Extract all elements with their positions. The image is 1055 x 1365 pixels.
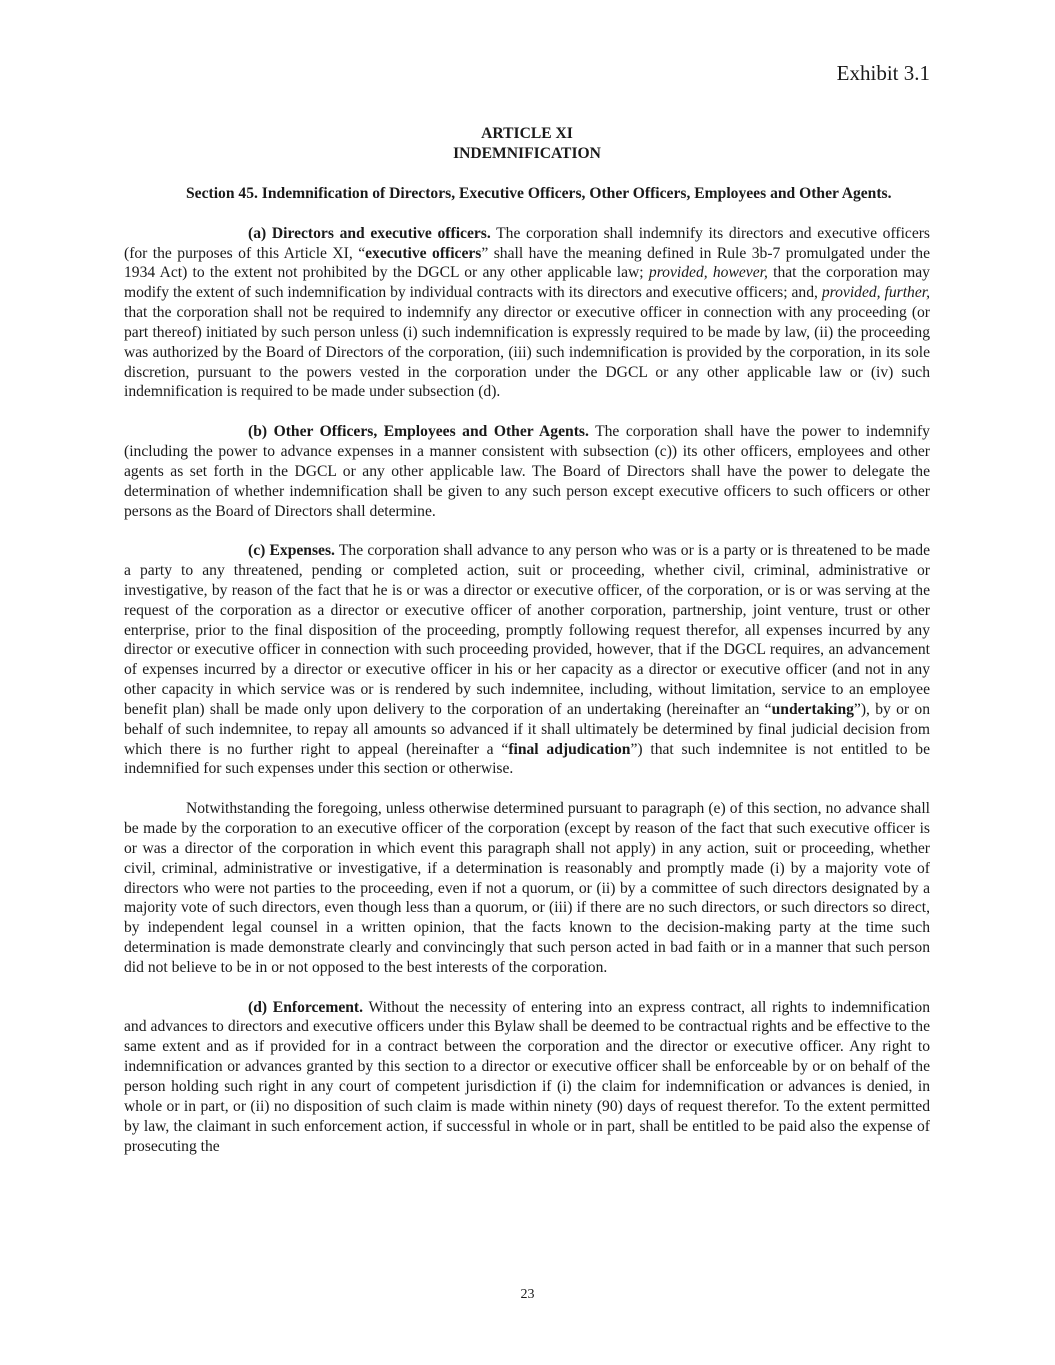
- proviso-however: provided, however,: [648, 264, 768, 282]
- article-number: ARTICLE XI: [481, 125, 573, 142]
- subsection-b-heading: (b) Other Officers, Employees and Other Agents.: [248, 423, 589, 441]
- subsection-b-text: The corporation shall have the power to indemnify (including the power to advance expenses in a manner consistent with subsection (c)) its other officers, employees and other agents as set forth in the DGCL or any other applicable law. The Board of Directors shall have the power to delegate the determination of whether indemnification shall be given to any such person except executive officers to such officers or other persons as the Board of Directors shall determine.: [124, 423, 930, 520]
- article-heading: [124, 124, 930, 164]
- section-title: Section 45. Indemnification of Directors, Executive Officers, Other Officers, Employees and Other Agents.: [186, 185, 892, 202]
- proviso-further: provided, further,: [821, 284, 930, 302]
- page-number: 23: [520, 1287, 535, 1302]
- exhibit-label: Exhibit 3.1: [836, 61, 930, 85]
- document-body: [124, 184, 930, 1176]
- subsection-c-text-2: ”), by or on behalf of such indemnitee, to repay all amounts so advanced if it shall ultimately be determined by final judicial decision from which there is no further right to appeal (hereinafter a “: [124, 700, 930, 758]
- subsection-a-text-1: The corporation shall indemnify its directors and executive officers (for the purposes of this Article XI, “: [124, 224, 930, 262]
- subsection-a-text-3: that the corporation may modify the extent of such indemnification by individual contracts with its directors and executive officers; and,: [124, 264, 930, 302]
- subsection-c-heading: (c) Expenses.: [248, 542, 335, 560]
- notwithstanding-paragraph: Notwithstanding the foregoing, unless otherwise determined pursuant to paragraph (e) of this section, no advance shall be made by the corporation to an executive officer of the corporation (except by reason of the fact that such executive officer is or was a director of the corporation in which event this paragraph shall not apply) in any action, suit or proceeding, whether civil, criminal, administrative or investigative, if a determination is reasonably and promptly made (i) by a majority vote of directors who were not parties to the proceeding, even if not a quorum, or (ii) by a committee of such directors designated by a majority vote of such directors, even though less than a quorum, or (iii) if there are no such directors, or such directors so direct, by independent legal counsel in a written opinion, that the facts known to the decision-making party at the time such determination is made demonstrate clearly and convincingly that such person acted in bad faith or in a manner that such person did not believe to be in or not opposed to the best interests of the corporation.: [124, 800, 930, 976]
- subsection-d-text: Without the necessity of entering into an express contract, all rights to indemnification and advances to directors and executive officers under this Bylaw shall be deemed to be contractual rights and be effective to the same extent and as if provided for in a contract between the corporation and the director or executive officer. Any right to indemnification or advances granted by this section to a director or executive officer shall be enforceable by or on behalf of the person holding such right in any court of competent jurisdiction if (i) the claim for indemnification or advances is denied, in whole or in part, or (ii) no disposition of such claim is made within ninety (90) days of request therefor. To the extent permitted by law, the claimant in such enforcement action, if successful in whole or in part, shall be entitled to be paid also the expense of prosecuting the: [124, 998, 930, 1155]
- subsection-a-text-2: ” shall have the meaning defined in Rule 3b-7 promulgated under the 1934 Act) to the extent not prohibited by the DGCL or any other applicable law;: [124, 244, 930, 282]
- defined-term-undertaking: undertaking: [771, 700, 854, 718]
- subsection-d-heading: (d) Enforcement.: [248, 998, 364, 1016]
- subsection-c: [124, 541, 930, 779]
- subsection-c-text-3: ”) that such indemnitee is not entitled to be indemnified for such expenses under this section or otherwise.: [124, 740, 931, 778]
- article-title: INDEMNIFICATION: [453, 145, 601, 162]
- subsection-a: [124, 224, 930, 403]
- defined-term-executive-officers: executive officers: [365, 244, 482, 262]
- subsection-c-text-1: The corporation shall advance to any person who was or is a party or is threatened to be made a party to any threatened, pending or completed action, suit or proceeding, whether civil, criminal, administrative or investigative, by reason of the fact that he is or was a director or executive officer, of the corporation, or is or was serving at the request of the corporation as a director or executive officer of another corporation, partnership, joint venture, trust or other enterprise, prior to the final disposition of the proceeding, promptly following request therefor, all expenses incurred by any director or executive officer in connection with such proceeding provided, however, that if the DGCL requires, an advancement of expenses incurred by a director or executive officer in his or her capacity as a director or executive officer (and not in any other capacity in which service was or is rendered by such indemnitee, including, without limitation, service to an employee benefit plan) shall be made only upon delivery to the corporation of an undertaking (hereinafter an “: [124, 542, 930, 718]
- subsection-a-text-4: that the corporation shall not be required to indemnify any director or executive officer in connection with any proceeding (or part thereof) initiated by such person unless (i) such indemnification is expressly required to be made by law, (ii) the proceeding was authorized by the Board of Directors of the corporation, (iii) such indemnification is provided by the corporation, in its sole discretion, pursuant to the powers vested in the corporation under the DGCL or any other applicable law or (iv) such indemnification is required to be made under subsection (d).: [124, 304, 930, 401]
- subsection-d: [124, 998, 930, 1157]
- defined-term-final-adjudication: final adjudication: [508, 740, 631, 758]
- subsection-b: [124, 422, 930, 521]
- subsection-a-heading: (a) Directors and executive officers.: [248, 224, 491, 242]
